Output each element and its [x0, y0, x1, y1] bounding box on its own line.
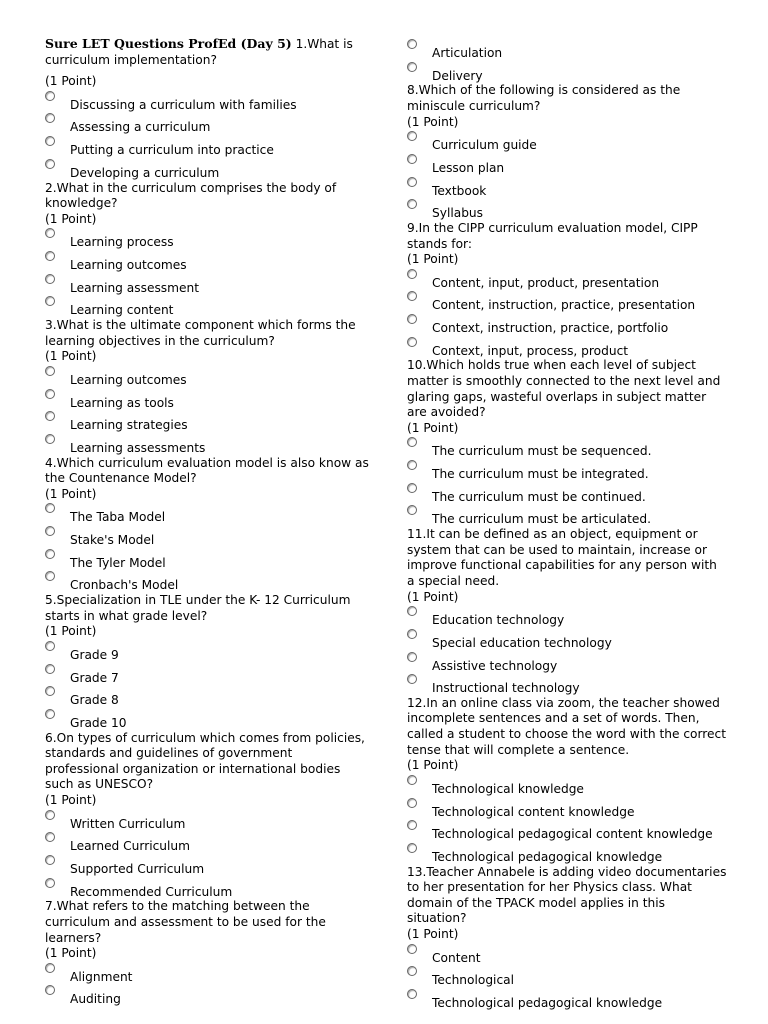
answer-option-label: Syllabus — [432, 206, 483, 221]
radio-button-icon[interactable] — [407, 505, 417, 515]
question-points: (1 Point) — [45, 793, 97, 808]
radio-button-icon[interactable] — [45, 709, 55, 719]
question-points: (1 Point) — [407, 252, 459, 267]
radio-button-icon[interactable] — [407, 843, 417, 853]
answer-option[interactable] — [407, 943, 727, 966]
question-points: (1 Point) — [407, 926, 459, 941]
answer-option-label: Recommended Curriculum — [70, 884, 233, 899]
radio-button-icon[interactable] — [45, 985, 55, 995]
question-text: 10.Which holds true when each level of subject matter is smoothly connected to the next level and glaring gaps, wasteful overlaps in subject matter are avoided? — [407, 358, 721, 420]
radio-button-icon[interactable] — [45, 549, 55, 559]
answer-option[interactable] — [407, 38, 727, 61]
answer-option[interactable] — [45, 112, 370, 135]
answer-option[interactable] — [45, 365, 370, 388]
radio-button-icon[interactable] — [45, 136, 55, 146]
answer-option-label: The curriculum must be sequenced. — [432, 444, 652, 459]
radio-button-icon[interactable] — [45, 526, 55, 536]
question-text: 2.What in the curriculum comprises the body of knowledge? — [45, 180, 337, 211]
answer-option-label: Learning process — [70, 235, 174, 250]
answer-option-label: Technological knowledge — [432, 781, 584, 796]
radio-button-icon[interactable] — [407, 989, 417, 999]
answer-option[interactable] — [407, 774, 727, 797]
question-5 — [45, 593, 370, 731]
question-text: 5.Specialization in TLE under the K- 12 Curriculum starts in what grade level? — [45, 593, 351, 623]
answer-option-label: Discussing a curriculum with families — [70, 97, 297, 112]
answer-option[interactable] — [45, 809, 370, 832]
radio-button-icon[interactable] — [407, 269, 417, 279]
answer-option[interactable] — [45, 433, 370, 456]
question-text: 4.Which curriculum evaluation model is also know as the Countenance Model? — [45, 455, 369, 486]
answer-option-label: Developing a curriculum — [70, 165, 220, 180]
answer-option-label: Learning strategies — [70, 418, 188, 433]
question-12 — [407, 696, 727, 865]
radio-button-icon[interactable] — [45, 832, 55, 842]
left-column — [45, 36, 370, 1007]
question-points: (1 Point) — [45, 624, 97, 639]
answer-option[interactable] — [407, 268, 727, 291]
radio-button-icon[interactable] — [45, 963, 55, 973]
answer-option-label: The Tyler Model — [70, 555, 166, 570]
answer-option[interactable] — [407, 965, 727, 988]
radio-button-icon[interactable] — [407, 629, 417, 639]
answer-option-label: Alignment — [70, 969, 133, 984]
radio-button-icon[interactable] — [407, 652, 417, 662]
answer-option-label: Learned Curriculum — [70, 839, 191, 854]
question-11 — [407, 527, 727, 696]
answer-option[interactable] — [407, 153, 727, 176]
radio-button-icon[interactable] — [45, 503, 55, 513]
answer-option-label: Learning outcomes — [70, 372, 187, 387]
radio-button-icon[interactable] — [45, 91, 55, 101]
answer-option-label: Content, instruction, practice, presentation — [432, 298, 696, 313]
radio-button-icon[interactable] — [45, 878, 55, 888]
question-points: (1 Point) — [407, 589, 459, 604]
radio-button-icon[interactable] — [407, 674, 417, 684]
answer-option-label: Learning assessment — [70, 280, 200, 295]
answer-option-label: Technological pedagogical knowledge — [432, 849, 663, 864]
answer-option[interactable] — [45, 640, 370, 663]
radio-button-icon[interactable] — [407, 820, 417, 830]
answer-option[interactable] — [407, 436, 727, 459]
answer-option[interactable] — [407, 459, 727, 482]
answer-option[interactable] — [407, 605, 727, 628]
answer-option-label: Curriculum guide — [432, 138, 537, 153]
radio-button-icon[interactable] — [45, 228, 55, 238]
answer-option-label: Context, input, process, product — [432, 343, 629, 358]
question-text: 8.Which of the following is considered as the miniscule curriculum? — [407, 83, 681, 113]
answer-option-label: Education technology — [432, 613, 565, 628]
answer-option[interactable] — [407, 819, 727, 842]
answer-option-label: Grade 8 — [70, 693, 119, 708]
answer-option-label: Grade 9 — [70, 647, 119, 662]
radio-button-icon[interactable] — [407, 798, 417, 808]
answer-option[interactable] — [407, 336, 727, 359]
answer-option-label: Learning assessments — [70, 440, 206, 455]
question-13 — [407, 865, 727, 1011]
answer-option-label: Technological — [432, 973, 514, 988]
radio-button-icon[interactable] — [407, 483, 417, 493]
answer-option[interactable] — [45, 227, 370, 250]
question-2 — [45, 181, 370, 319]
radio-button-icon[interactable] — [407, 199, 417, 209]
answer-option[interactable] — [45, 410, 370, 433]
answer-option-label: Assessing a curriculum — [70, 120, 211, 135]
radio-button-icon[interactable] — [45, 389, 55, 399]
radio-button-icon[interactable] — [45, 296, 55, 306]
answer-option-label: Learning as tools — [70, 395, 174, 410]
question-points: (1 Point) — [407, 758, 459, 773]
answer-option-label: Stake's Model — [70, 533, 155, 548]
radio-button-icon[interactable] — [45, 641, 55, 651]
answer-option[interactable] — [45, 90, 370, 113]
question-9 — [407, 221, 727, 359]
answer-option[interactable] — [45, 502, 370, 525]
answer-option-label: Cronbach's Model — [70, 578, 179, 593]
radio-button-icon[interactable] — [45, 571, 55, 581]
radio-button-icon[interactable] — [407, 606, 417, 616]
question-text: 13.Teacher Annabele is adding video documentaries to her presentation for her Physics class. What domain of the TPACK model applies in this situation? — [407, 864, 727, 926]
answer-option[interactable] — [407, 290, 727, 313]
answer-option[interactable] — [45, 663, 370, 686]
answer-option[interactable] — [407, 673, 727, 696]
answer-option[interactable] — [407, 988, 727, 1011]
question-4 — [45, 456, 370, 594]
radio-button-icon[interactable] — [45, 664, 55, 674]
answer-option-label: The Taba Model — [70, 510, 166, 525]
radio-button-icon[interactable] — [407, 966, 417, 976]
answer-option-label: The curriculum must be continued. — [432, 489, 646, 504]
radio-button-icon[interactable] — [45, 810, 55, 820]
radio-button-icon[interactable] — [407, 944, 417, 954]
answer-option[interactable] — [45, 962, 370, 985]
radio-button-icon[interactable] — [45, 251, 55, 261]
question-points: (1 Point) — [45, 211, 97, 226]
radio-button-icon[interactable] — [407, 154, 417, 164]
answer-option-label: Grade 10 — [70, 715, 127, 730]
radio-button-icon[interactable] — [407, 62, 417, 72]
answer-option[interactable] — [407, 628, 727, 651]
radio-button-icon[interactable] — [45, 274, 55, 284]
answer-option-label: Lesson plan — [432, 160, 505, 175]
radio-button-icon[interactable] — [45, 686, 55, 696]
radio-button-icon[interactable] — [407, 314, 417, 324]
radio-button-icon[interactable] — [45, 159, 55, 169]
answer-option[interactable] — [45, 831, 370, 854]
answer-option-label: Supported Curriculum — [70, 862, 205, 876]
question-text: 11.It can be defined as an object, equipment or system that can be used to maintain, increase or improve functional capabilities for any person with a special need. — [407, 527, 717, 588]
answer-option[interactable] — [45, 548, 370, 571]
answer-option-label: Special education technology — [432, 635, 612, 650]
question-points: (1 Point) — [45, 349, 97, 364]
answer-option-label: Content, input, product, presentation — [432, 275, 660, 290]
radio-button-icon[interactable] — [407, 337, 417, 347]
question-7-continued — [407, 38, 727, 83]
answer-option-label: Technological pedagogical knowledge — [432, 995, 663, 1010]
answer-option-label: Auditing — [70, 992, 121, 1007]
answer-option[interactable] — [45, 135, 370, 158]
answer-option-label: Assistive technology — [432, 658, 558, 673]
answer-option[interactable] — [407, 651, 727, 674]
radio-button-icon[interactable] — [45, 411, 55, 421]
radio-button-icon[interactable] — [45, 855, 55, 865]
answer-option-label: Learning outcomes — [70, 258, 187, 272]
question-7 — [45, 899, 370, 1007]
answer-option-label: Written Curriculum — [70, 816, 186, 831]
answer-option[interactable] — [45, 570, 370, 593]
answer-option-label: Putting a curriculum into practice — [70, 143, 274, 158]
question-8 — [407, 83, 727, 221]
question-points: (1 Point) — [45, 74, 97, 89]
question-points: (1 Point) — [45, 486, 97, 501]
answer-option-label: Articulation — [432, 46, 503, 60]
answer-option[interactable] — [45, 685, 370, 708]
answer-option[interactable] — [45, 273, 370, 296]
answer-option[interactable] — [407, 504, 727, 527]
question-points: (1 Point) — [45, 946, 97, 961]
radio-button-icon[interactable] — [45, 434, 55, 444]
radio-button-icon[interactable] — [407, 775, 417, 785]
radio-button-icon[interactable] — [407, 460, 417, 470]
answer-option-label: Instructional technology — [432, 681, 580, 696]
question-text: 9.In the CIPP curriculum evaluation model, CIPP stands for: — [407, 220, 698, 251]
answer-option-label: Content — [432, 950, 481, 965]
question-text: 1.What is curriculum implementation? — [45, 37, 353, 67]
question-6 — [45, 731, 370, 900]
answer-option[interactable] — [407, 130, 727, 153]
radio-button-icon[interactable] — [407, 291, 417, 301]
answer-option-label: Grade 7 — [70, 670, 119, 685]
answer-option-label: Context, instruction, practice, portfolio — [432, 321, 669, 336]
answer-option[interactable] — [407, 61, 727, 84]
answer-option[interactable] — [407, 313, 727, 336]
answer-option-label: Technological content knowledge — [432, 804, 635, 819]
question-1 — [45, 36, 370, 181]
answer-option-label: Technological pedagogical content knowledge — [432, 827, 713, 842]
radio-button-icon[interactable] — [407, 437, 417, 447]
question-text: 12.In an online class via zoom, the teacher showed incomplete sentences and a set of words. Then, called a student to choose the word with the correct tense that will complete a sentence. — [407, 695, 727, 757]
radio-button-icon[interactable] — [45, 366, 55, 376]
answer-option[interactable] — [407, 842, 727, 865]
answer-option-label: The curriculum must be articulated. — [432, 512, 651, 527]
answer-option-label: Delivery — [432, 68, 483, 83]
question-text: 6.On types of curriculum which comes from policies, standards and guidelines of government professional organization or international bodies such as UNESCO? — [45, 730, 365, 792]
question-text: 3.What is the ultimate component which forms the learning objectives in the curriculum? — [45, 318, 356, 348]
answer-option[interactable] — [407, 198, 727, 221]
answer-option[interactable] — [45, 295, 370, 318]
answer-option-label: Learning content — [70, 303, 174, 318]
answer-option[interactable] — [45, 854, 370, 877]
radio-button-icon[interactable] — [45, 113, 55, 123]
answer-option[interactable] — [45, 877, 370, 900]
answer-option[interactable] — [407, 176, 727, 199]
radio-button-icon[interactable] — [407, 177, 417, 187]
radio-button-icon[interactable] — [407, 39, 417, 49]
question-3 — [45, 318, 370, 456]
answer-option[interactable] — [45, 158, 370, 181]
answer-option-label: The curriculum must be integrated. — [432, 467, 649, 482]
answer-option[interactable] — [45, 984, 370, 1007]
question-points: (1 Point) — [407, 114, 459, 129]
answer-option[interactable] — [45, 250, 370, 273]
answer-option-label: Textbook — [432, 183, 487, 198]
radio-button-icon[interactable] — [407, 131, 417, 141]
quiz-heading: Sure LET Questions ProfEd (Day 5) — [45, 36, 292, 51]
answer-option[interactable] — [407, 797, 727, 820]
answer-option[interactable] — [45, 708, 370, 731]
answer-option[interactable] — [45, 525, 370, 548]
answer-option[interactable] — [45, 388, 370, 411]
question-points: (1 Point) — [407, 420, 459, 435]
question-text: 7.What refers to the matching between the curriculum and assessment to be used for the learners? — [45, 899, 326, 945]
question-10 — [407, 358, 727, 527]
right-column — [407, 38, 727, 1011]
answer-option[interactable] — [407, 482, 727, 505]
